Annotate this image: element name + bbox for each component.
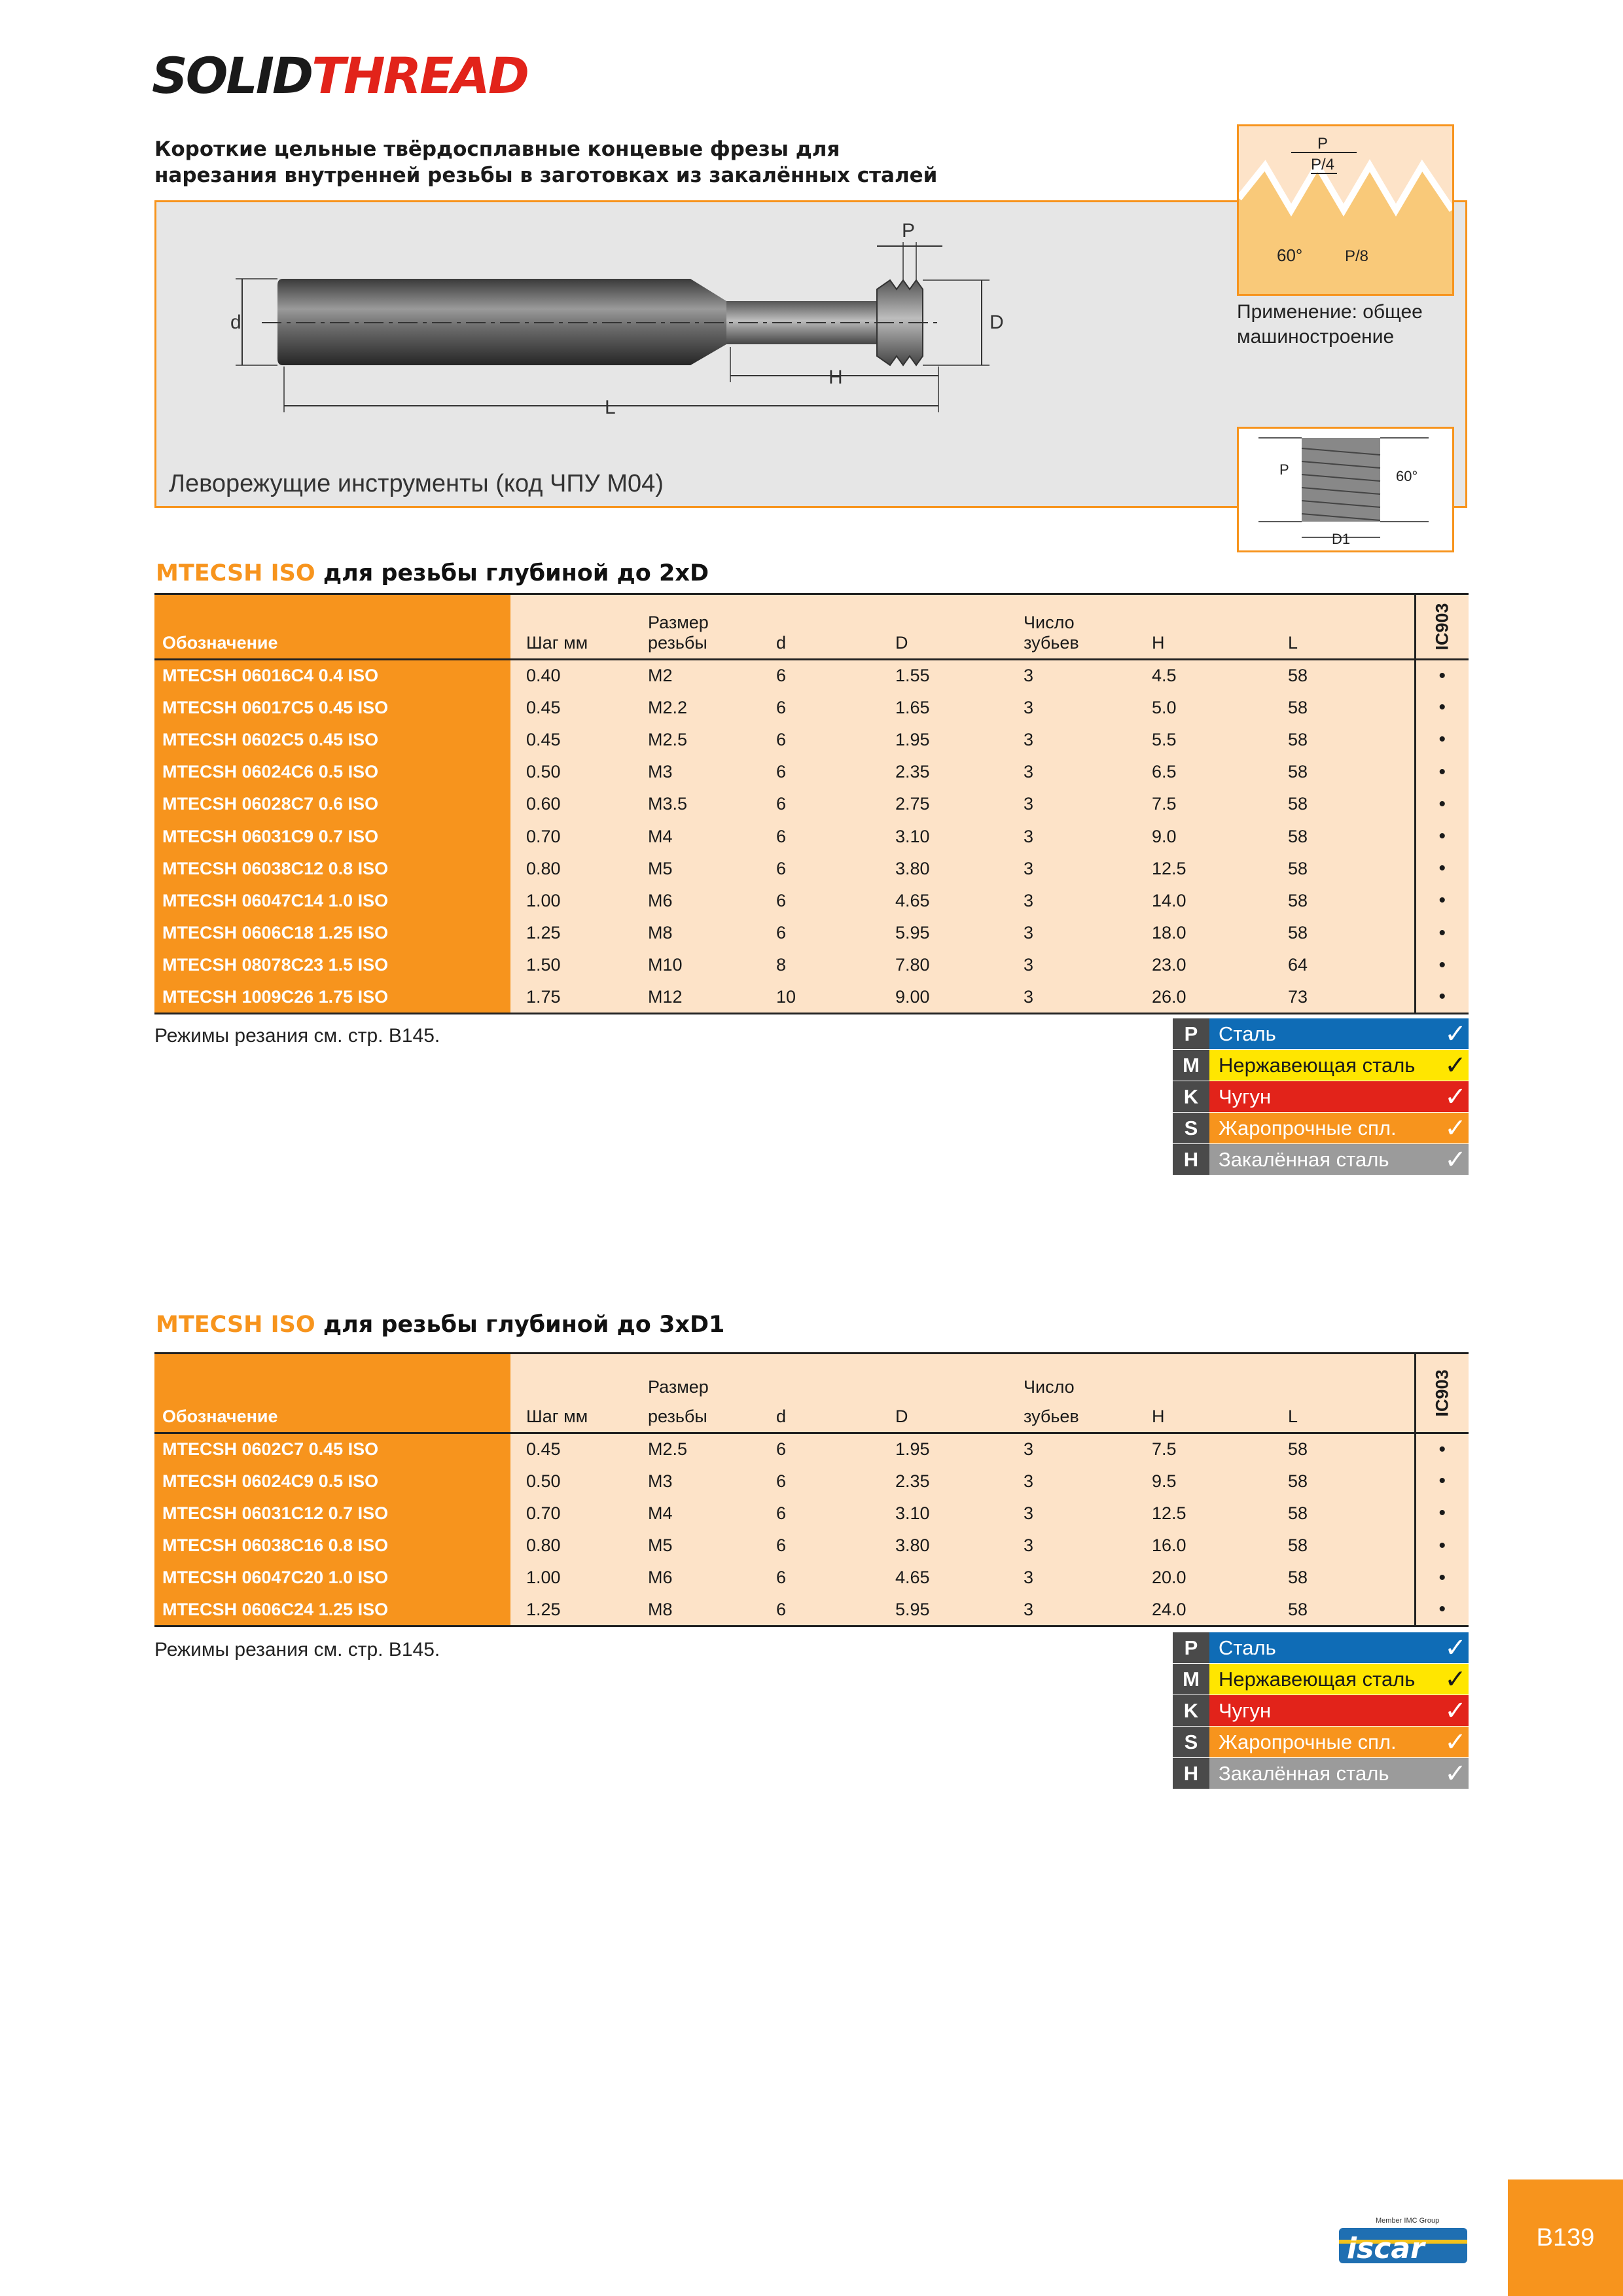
cell-d: 6 [776, 762, 787, 782]
material-row-s [1173, 1727, 1469, 1758]
application-line-2: машиностроение [1237, 326, 1395, 348]
cell-H: 9.0 [1152, 826, 1177, 846]
header-thread-size-top: Размер [648, 613, 709, 632]
cell-pitch: 0.70 [526, 826, 561, 846]
dim-d-label: d [230, 312, 241, 333]
cell-grade: • [1415, 1433, 1469, 1465]
cell-teeth: 3 [1024, 666, 1034, 686]
cell-teeth: 3 [1024, 1439, 1034, 1460]
header-H: H [1152, 633, 1165, 653]
cell-D: 4.65 [895, 890, 930, 910]
cell-d: 6 [776, 666, 787, 686]
specification-table-2 [154, 1352, 1469, 1627]
material-code: P [1173, 1632, 1209, 1663]
cell-teeth: 3 [1024, 1471, 1034, 1491]
cell-teeth: 3 [1024, 729, 1034, 749]
cell-grade: • [1415, 820, 1469, 852]
table-row [154, 917, 1469, 949]
profile-P-label: P [1317, 135, 1329, 152]
table-1-title [156, 560, 709, 586]
header-d: d [776, 1407, 787, 1426]
header-designation: Обозначение [154, 594, 510, 660]
cell-L: 58 [1288, 1568, 1308, 1588]
cell-grade: • [1415, 1498, 1469, 1530]
header-thread-size [632, 594, 760, 660]
thread-section-box [1237, 427, 1454, 552]
cell-L: 73 [1288, 986, 1308, 1007]
cell-H: 5.5 [1152, 729, 1177, 749]
profile-P8-label: P/8 [1345, 247, 1369, 265]
header-pitch: Шаг мм [526, 1407, 588, 1426]
cell-grade: • [1415, 949, 1469, 981]
cell-d: 6 [776, 890, 787, 910]
cell-d: 6 [776, 1535, 787, 1556]
header-L: L [1288, 633, 1298, 653]
header-grade [1415, 594, 1469, 660]
cell-D: 1.65 [895, 697, 930, 717]
cell-size: M10 [648, 955, 683, 975]
header-D: D [895, 1407, 908, 1426]
table-row [154, 660, 1469, 692]
cell-L: 58 [1288, 826, 1308, 846]
cell-designation: MTECSH 06047C14 1.0 ISO [154, 885, 510, 917]
cell-size: M4 [648, 1503, 673, 1523]
section-P-label: P [1279, 461, 1289, 478]
cell-pitch: 0.50 [526, 762, 561, 782]
cell-L: 58 [1288, 1439, 1308, 1460]
cell-size: M2.5 [648, 729, 688, 749]
profile-angle-label: 60° [1277, 245, 1303, 265]
cell-designation: MTECSH 06028C7 0.6 ISO [154, 788, 510, 820]
cell-L: 58 [1288, 666, 1308, 686]
table-1-body [154, 660, 1469, 1014]
brand-logo [152, 46, 527, 105]
cell-L: 58 [1288, 890, 1308, 910]
dim-D-label: D [990, 312, 1004, 333]
checkmark-icon: ✓ [1444, 1633, 1467, 1662]
cell-size: M6 [648, 1568, 673, 1588]
material-name: Закалённая сталь [1219, 1761, 1389, 1785]
table-row [154, 1562, 1469, 1594]
material-row-p [1173, 1632, 1469, 1664]
checkmark-icon: ✓ [1444, 1696, 1467, 1725]
cell-d: 6 [776, 1568, 787, 1588]
cell-d: 6 [776, 729, 787, 749]
material-code: H [1173, 1144, 1209, 1175]
cell-size: M3 [648, 1471, 673, 1491]
cell-d: 6 [776, 1599, 787, 1619]
cell-D: 9.00 [895, 986, 930, 1007]
cell-pitch: 0.40 [526, 666, 561, 686]
cell-pitch: 0.80 [526, 1535, 561, 1556]
material-row-k [1173, 1695, 1469, 1727]
header-thread-size [632, 1354, 760, 1433]
cell-H: 14.0 [1152, 890, 1186, 910]
cell-d: 6 [776, 1471, 787, 1491]
cell-D: 3.80 [895, 1535, 930, 1556]
cell-H: 7.5 [1152, 1439, 1177, 1460]
cell-d: 6 [776, 1503, 787, 1523]
table-row [154, 1465, 1469, 1498]
cell-H: 20.0 [1152, 1568, 1186, 1588]
material-name: Жаропрочные спл. [1219, 1730, 1397, 1753]
cell-grade: • [1415, 724, 1469, 756]
cell-L: 58 [1288, 1503, 1308, 1523]
cell-grade: • [1415, 1594, 1469, 1626]
material-row-p [1173, 1018, 1469, 1050]
cell-d: 6 [776, 794, 787, 814]
material-code: M [1173, 1664, 1209, 1695]
table-row [154, 1498, 1469, 1530]
checkmark-icon: ✓ [1444, 1082, 1467, 1111]
cell-grade: • [1415, 853, 1469, 885]
cell-D: 1.55 [895, 666, 930, 686]
material-name: Сталь [1219, 1022, 1276, 1045]
cell-d: 8 [776, 955, 787, 975]
thread-profile-box [1237, 124, 1454, 296]
cell-L: 58 [1288, 1535, 1308, 1556]
table-2-title-code: MTECSH ISO [156, 1312, 315, 1338]
brand-part-thread: THREAD [312, 46, 527, 105]
cell-grade: • [1415, 885, 1469, 917]
cell-pitch: 1.50 [526, 955, 561, 975]
cell-grade: • [1415, 692, 1469, 724]
cell-designation: MTECSH 06038C16 0.8 ISO [154, 1530, 510, 1562]
cell-L: 58 [1288, 697, 1308, 717]
header-grade-label: IC903 [1432, 1369, 1452, 1417]
header-teeth [1008, 1354, 1136, 1433]
cell-pitch: 0.50 [526, 1471, 561, 1491]
cell-L: 58 [1288, 729, 1308, 749]
table-row [154, 724, 1469, 756]
cell-designation: MTECSH 0602C5 0.45 ISO [154, 724, 510, 756]
cell-H: 12.5 [1152, 858, 1186, 878]
cell-H: 24.0 [1152, 1599, 1186, 1619]
cell-H: 7.5 [1152, 794, 1177, 814]
material-row-h [1173, 1144, 1469, 1175]
cell-designation: MTECSH 0602C7 0.45 ISO [154, 1433, 510, 1465]
material-row-h [1173, 1758, 1469, 1789]
material-name: Нержавеющая сталь [1219, 1053, 1416, 1077]
table-row [154, 1530, 1469, 1562]
subtitle-line-2: нарезания внутренней резьбы в заготовках из закалённых сталей [154, 164, 938, 187]
page-number: B139 [1536, 2223, 1595, 2251]
header-teeth-bottom: зубьев [1024, 633, 1079, 653]
application-note [1237, 300, 1423, 350]
profile-P4-label: P/4 [1311, 156, 1335, 173]
cell-H: 26.0 [1152, 986, 1186, 1007]
cell-grade: • [1415, 756, 1469, 788]
cell-teeth: 3 [1024, 986, 1034, 1007]
table-2-title-rest: для резьбы глубиной до 3xD1 [323, 1312, 725, 1338]
cell-grade: • [1415, 981, 1469, 1013]
header-d: d [776, 633, 787, 653]
material-name: Сталь [1219, 1636, 1276, 1659]
cell-d: 6 [776, 697, 787, 717]
dim-P-label: P [902, 220, 916, 242]
cell-teeth: 3 [1024, 794, 1034, 814]
cell-D: 5.95 [895, 1599, 930, 1619]
header-thread-size-bottom: резьбы [648, 633, 707, 653]
cell-H: 5.0 [1152, 697, 1177, 717]
table-1-title-rest: для резьбы глубиной до 2xD [323, 560, 709, 586]
material-code: M [1173, 1050, 1209, 1081]
iscar-logo-graphic [1335, 2199, 1472, 2271]
cell-size: M4 [648, 826, 673, 846]
cell-L: 58 [1288, 762, 1308, 782]
cell-designation: MTECSH 06024C6 0.5 ISO [154, 756, 510, 788]
cell-designation: MTECSH 06017C5 0.45 ISO [154, 692, 510, 724]
table-row [154, 1594, 1469, 1626]
table-2-body [154, 1433, 1469, 1626]
cell-H: 16.0 [1152, 1535, 1186, 1556]
material-code: K [1173, 1081, 1209, 1112]
cell-L: 58 [1288, 1599, 1308, 1619]
material-legend-1 [1173, 1018, 1469, 1175]
dim-L-label: L [605, 397, 616, 418]
header-grade-label: IC903 [1432, 603, 1452, 651]
cell-teeth: 3 [1024, 890, 1034, 910]
header-thread-size-bottom: резьбы [648, 1407, 707, 1426]
cell-teeth: 3 [1024, 1568, 1034, 1588]
checkmark-icon: ✓ [1444, 1759, 1467, 1788]
cell-H: 23.0 [1152, 955, 1186, 975]
checkmark-icon: ✓ [1444, 1113, 1467, 1143]
table-row [154, 788, 1469, 820]
cell-pitch: 1.25 [526, 923, 561, 943]
header-H: H [1152, 1407, 1165, 1426]
table-row [154, 949, 1469, 981]
page-subtitle [154, 136, 1188, 188]
material-row-m [1173, 1664, 1469, 1695]
cell-size: M2.2 [648, 697, 688, 717]
cell-H: 12.5 [1152, 1503, 1186, 1523]
cell-designation: MTECSH 0606C18 1.25 ISO [154, 917, 510, 949]
material-row-m [1173, 1050, 1469, 1081]
header-teeth [1008, 594, 1136, 660]
material-name: Закалённая сталь [1219, 1147, 1389, 1171]
table-row [154, 1433, 1469, 1465]
header-teeth-bottom: зубьев [1024, 1407, 1079, 1426]
cell-size: M5 [648, 858, 673, 878]
table-row [154, 692, 1469, 724]
material-code: S [1173, 1727, 1209, 1757]
header-teeth-top: Число [1024, 613, 1075, 632]
cell-grade: • [1415, 917, 1469, 949]
cell-D: 4.65 [895, 1568, 930, 1588]
cell-designation: MTECSH 06047C20 1.0 ISO [154, 1562, 510, 1594]
table-1-cutting-data-note: Режимы резания см. стр. B145. [154, 1025, 440, 1047]
header-D: D [895, 633, 908, 653]
cell-designation: MTECSH 06031C9 0.7 ISO [154, 820, 510, 852]
material-legend-2 [1173, 1632, 1469, 1789]
cell-designation: MTECSH 06016C4 0.4 ISO [154, 660, 510, 692]
table-2-cutting-data-note: Режимы резания см. стр. B145. [154, 1639, 440, 1660]
cell-size: M8 [648, 1599, 673, 1619]
cell-designation: MTECSH 08078C23 1.5 ISO [154, 949, 510, 981]
cell-size: M12 [648, 986, 683, 1007]
cell-size: M6 [648, 890, 673, 910]
cell-L: 58 [1288, 1471, 1308, 1491]
cell-teeth: 3 [1024, 923, 1034, 943]
material-name: Чугун [1219, 1698, 1272, 1722]
cell-designation: MTECSH 06038C12 0.8 ISO [154, 853, 510, 885]
brand-part-solid: SOLID [152, 46, 312, 105]
cell-d: 10 [776, 986, 796, 1007]
cell-L: 58 [1288, 858, 1308, 878]
cell-grade: • [1415, 660, 1469, 692]
material-name: Жаропрочные спл. [1219, 1116, 1397, 1139]
material-name: Чугун [1219, 1085, 1272, 1108]
logo-wordmark: iscar [1347, 2232, 1425, 2265]
material-row-s [1173, 1113, 1469, 1144]
cell-size: M3.5 [648, 794, 688, 814]
cell-D: 7.80 [895, 955, 930, 975]
section-D1-label: D1 [1332, 531, 1351, 547]
cell-size: M5 [648, 1535, 673, 1556]
cell-L: 64 [1288, 955, 1308, 975]
cell-d: 6 [776, 923, 787, 943]
cell-pitch: 0.45 [526, 729, 561, 749]
cell-H: 9.5 [1152, 1471, 1177, 1491]
header-thread-size-top: Размер [648, 1377, 709, 1397]
material-code: S [1173, 1113, 1209, 1143]
cell-designation: MTECSH 0606C24 1.25 ISO [154, 1594, 510, 1626]
cell-grade: • [1415, 1465, 1469, 1498]
table-1-header [154, 594, 1469, 660]
cell-size: M8 [648, 923, 673, 943]
header-designation: Обозначение [154, 1354, 510, 1433]
cell-designation: MTECSH 1009C26 1.75 ISO [154, 981, 510, 1013]
checkmark-icon: ✓ [1444, 1145, 1467, 1174]
left-hand-note: Леворежущие инструменты (код ЧПУ M04) [169, 470, 664, 497]
cell-pitch: 0.45 [526, 1439, 561, 1460]
cell-H: 4.5 [1152, 666, 1177, 686]
cell-grade: • [1415, 1530, 1469, 1562]
section-angle-label: 60° [1396, 468, 1418, 484]
header-pitch: Шаг мм [526, 633, 588, 653]
cell-D: 2.35 [895, 1471, 930, 1491]
material-code: P [1173, 1018, 1209, 1049]
cell-pitch: 0.60 [526, 794, 561, 814]
cell-H: 6.5 [1152, 762, 1177, 782]
table-row [154, 820, 1469, 852]
header-L: L [1288, 1407, 1298, 1426]
cell-teeth: 3 [1024, 1535, 1034, 1556]
cell-teeth: 3 [1024, 762, 1034, 782]
cell-D: 1.95 [895, 729, 930, 749]
header-teeth-top: Число [1024, 1377, 1075, 1397]
cell-pitch: 1.75 [526, 986, 561, 1007]
table-row [154, 853, 1469, 885]
table-1-title-code: MTECSH ISO [156, 560, 315, 586]
checkmark-icon: ✓ [1444, 1050, 1467, 1080]
cell-teeth: 3 [1024, 955, 1034, 975]
cell-L: 58 [1288, 923, 1308, 943]
thread-section-diagram [1239, 429, 1452, 550]
cell-D: 3.80 [895, 858, 930, 878]
cell-H: 18.0 [1152, 923, 1186, 943]
table-2-header [154, 1354, 1469, 1433]
table-row [154, 981, 1469, 1013]
material-name: Нержавеющая сталь [1219, 1667, 1416, 1691]
cell-D: 2.75 [895, 794, 930, 814]
checkmark-icon: ✓ [1444, 1019, 1467, 1049]
application-line-1: Применение: общее [1237, 301, 1423, 323]
cell-pitch: 0.80 [526, 858, 561, 878]
cell-teeth: 3 [1024, 858, 1034, 878]
iscar-logo [1335, 2199, 1472, 2274]
cell-D: 5.95 [895, 923, 930, 943]
cell-pitch: 1.25 [526, 1599, 561, 1619]
logo-tagline: Member IMC Group [1376, 2217, 1440, 2225]
cell-teeth: 3 [1024, 1503, 1034, 1523]
cell-designation: MTECSH 06031C12 0.7 ISO [154, 1498, 510, 1530]
cell-d: 6 [776, 826, 787, 846]
cell-D: 3.10 [895, 1503, 930, 1523]
table-row [154, 756, 1469, 788]
checkmark-icon: ✓ [1444, 1727, 1467, 1757]
end-mill-drawing [223, 216, 1027, 425]
cell-d: 6 [776, 1439, 787, 1460]
table-row [154, 885, 1469, 917]
dim-H-label: H [829, 367, 843, 388]
cell-size: M3 [648, 762, 673, 782]
cell-teeth: 3 [1024, 1599, 1034, 1619]
cell-D: 1.95 [895, 1439, 930, 1460]
checkmark-icon: ✓ [1444, 1664, 1467, 1694]
cell-d: 6 [776, 858, 787, 878]
specification-table-1 [154, 593, 1469, 1014]
cell-pitch: 0.45 [526, 697, 561, 717]
cell-L: 58 [1288, 794, 1308, 814]
material-row-k [1173, 1081, 1469, 1113]
cell-size: M2.5 [648, 1439, 688, 1460]
cell-D: 2.35 [895, 762, 930, 782]
thread-profile-diagram [1239, 126, 1452, 294]
cell-size: M2 [648, 666, 673, 686]
subtitle-line-1: Короткие цельные твёрдосплавные концевые фрезы для [154, 137, 840, 161]
cell-D: 3.10 [895, 826, 930, 846]
cell-designation: MTECSH 06024C9 0.5 ISO [154, 1465, 510, 1498]
material-code: H [1173, 1758, 1209, 1789]
cell-teeth: 3 [1024, 826, 1034, 846]
cell-grade: • [1415, 1562, 1469, 1594]
cell-pitch: 1.00 [526, 1568, 561, 1588]
cell-pitch: 0.70 [526, 1503, 561, 1523]
table-2-title [156, 1312, 724, 1338]
header-grade [1415, 1354, 1469, 1433]
material-code: K [1173, 1695, 1209, 1726]
cell-pitch: 1.00 [526, 890, 561, 910]
cell-teeth: 3 [1024, 697, 1034, 717]
page-number-tab [1508, 2179, 1623, 2296]
cell-grade: • [1415, 788, 1469, 820]
